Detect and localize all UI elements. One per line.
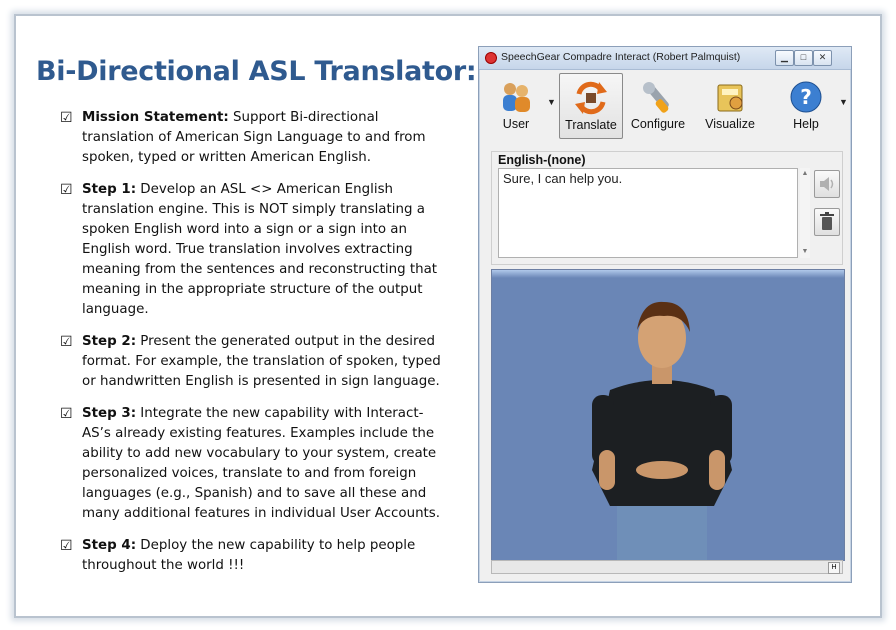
- toolbar-visualize-button[interactable]: [699, 73, 761, 137]
- scroll-down-icon[interactable]: ▼: [801, 248, 809, 255]
- window-title: SpeechGear Compadre Interact (Robert Palmquist): [501, 51, 741, 63]
- bullet-text: Develop an ASL <> American English translation engine. This is NOT simply translating a spoken English word into a sign or a sign into an English word. True translation involves extracting meaning from the sentences and reconstructing that meaning in the appropriate structure of the output language.: [82, 182, 438, 317]
- app-window: [478, 46, 852, 583]
- toolbar-label: Visualize: [705, 117, 755, 131]
- bullet-text: Deploy the new capability to help people throughout the world !!!: [82, 538, 416, 573]
- speak-button[interactable]: [814, 170, 840, 198]
- toolbar: [485, 73, 848, 141]
- text-scrollbar[interactable]: [800, 168, 810, 258]
- bullet-text: Present the generated output in the desired format. For example, the translation of spoken, typed or handwritten English is presented in sign language.: [82, 334, 441, 389]
- clear-button[interactable]: [814, 208, 840, 236]
- maximize-button[interactable]: □: [794, 50, 813, 66]
- toolbar-user-button[interactable]: [485, 73, 547, 137]
- input-panel: [491, 151, 843, 265]
- bullet-label: Mission Statement:: [82, 110, 229, 125]
- toolbar-label: Help: [793, 117, 819, 131]
- toolbar-help-button[interactable]: [775, 73, 837, 137]
- avatar-viewport: [491, 269, 845, 561]
- checkbox-icon: ☑: [60, 406, 73, 422]
- scroll-up-icon[interactable]: ▲: [801, 170, 809, 177]
- checkbox-icon: ☑: [60, 538, 73, 554]
- toolbar-label: Translate: [565, 118, 617, 132]
- viewport-scrollbar[interactable]: [491, 560, 843, 574]
- toolbar-translate-button[interactable]: [559, 73, 623, 139]
- bullet-step-4: [60, 536, 452, 576]
- bullet-text: Integrate the new capability with Interact-AS’s already existing features. Examples include the ability to add new vocabulary to your system, create personalized voices, translate to and from foreign languages (e.g., Spanish) and to save all these and many additional features in individual User Accounts.: [82, 406, 441, 521]
- bullet-text: Support Bi-directional translation of American Sign Language to and from spoken, typed or written American English.: [82, 110, 426, 165]
- bullet-step-3: [60, 404, 452, 524]
- bullet-label: Step 2:: [82, 334, 137, 349]
- checkbox-icon: ☑: [60, 182, 73, 198]
- slide-title: Bi-Directional ASL Translator:: [36, 56, 477, 87]
- users-icon: [498, 79, 534, 115]
- bullet-label: Step 3:: [82, 406, 137, 421]
- user-dropdown-arrow-icon[interactable]: ▼: [547, 97, 556, 107]
- bullet-step-1: [60, 180, 452, 320]
- bullet-step-2: [60, 332, 452, 392]
- input-language-label: English-(none): [498, 153, 586, 167]
- toolbar-label: User: [502, 117, 530, 131]
- bullet-mission: [60, 108, 452, 168]
- configure-icon: [640, 79, 676, 115]
- speaker-icon: [815, 171, 839, 197]
- trash-icon: [815, 209, 839, 235]
- toolbar-label: Configure: [630, 117, 686, 131]
- translation-text-area[interactable]: Sure, I can help you.: [498, 168, 798, 258]
- signing-avatar: [492, 270, 844, 560]
- close-button[interactable]: ✕: [813, 50, 832, 66]
- window-titlebar[interactable]: [479, 47, 851, 70]
- app-logo-icon: [485, 52, 497, 64]
- minimize-button[interactable]: ▁: [775, 50, 794, 66]
- translate-icon: [573, 80, 609, 116]
- resize-grip-icon[interactable]: H: [828, 562, 840, 574]
- help-dropdown-arrow-icon[interactable]: ▼: [839, 97, 848, 107]
- bullet-label: Step 1:: [82, 182, 137, 197]
- bullet-list: [60, 108, 452, 588]
- help-icon: [788, 79, 824, 115]
- slide: [14, 14, 882, 618]
- svg-text:?: ?: [800, 85, 812, 109]
- bullet-label: Step 4:: [82, 538, 137, 553]
- toolbar-configure-button[interactable]: [627, 73, 689, 137]
- checkbox-icon: ☑: [60, 334, 73, 350]
- checkbox-icon: ☑: [60, 110, 73, 126]
- visualize-icon: [712, 79, 748, 115]
